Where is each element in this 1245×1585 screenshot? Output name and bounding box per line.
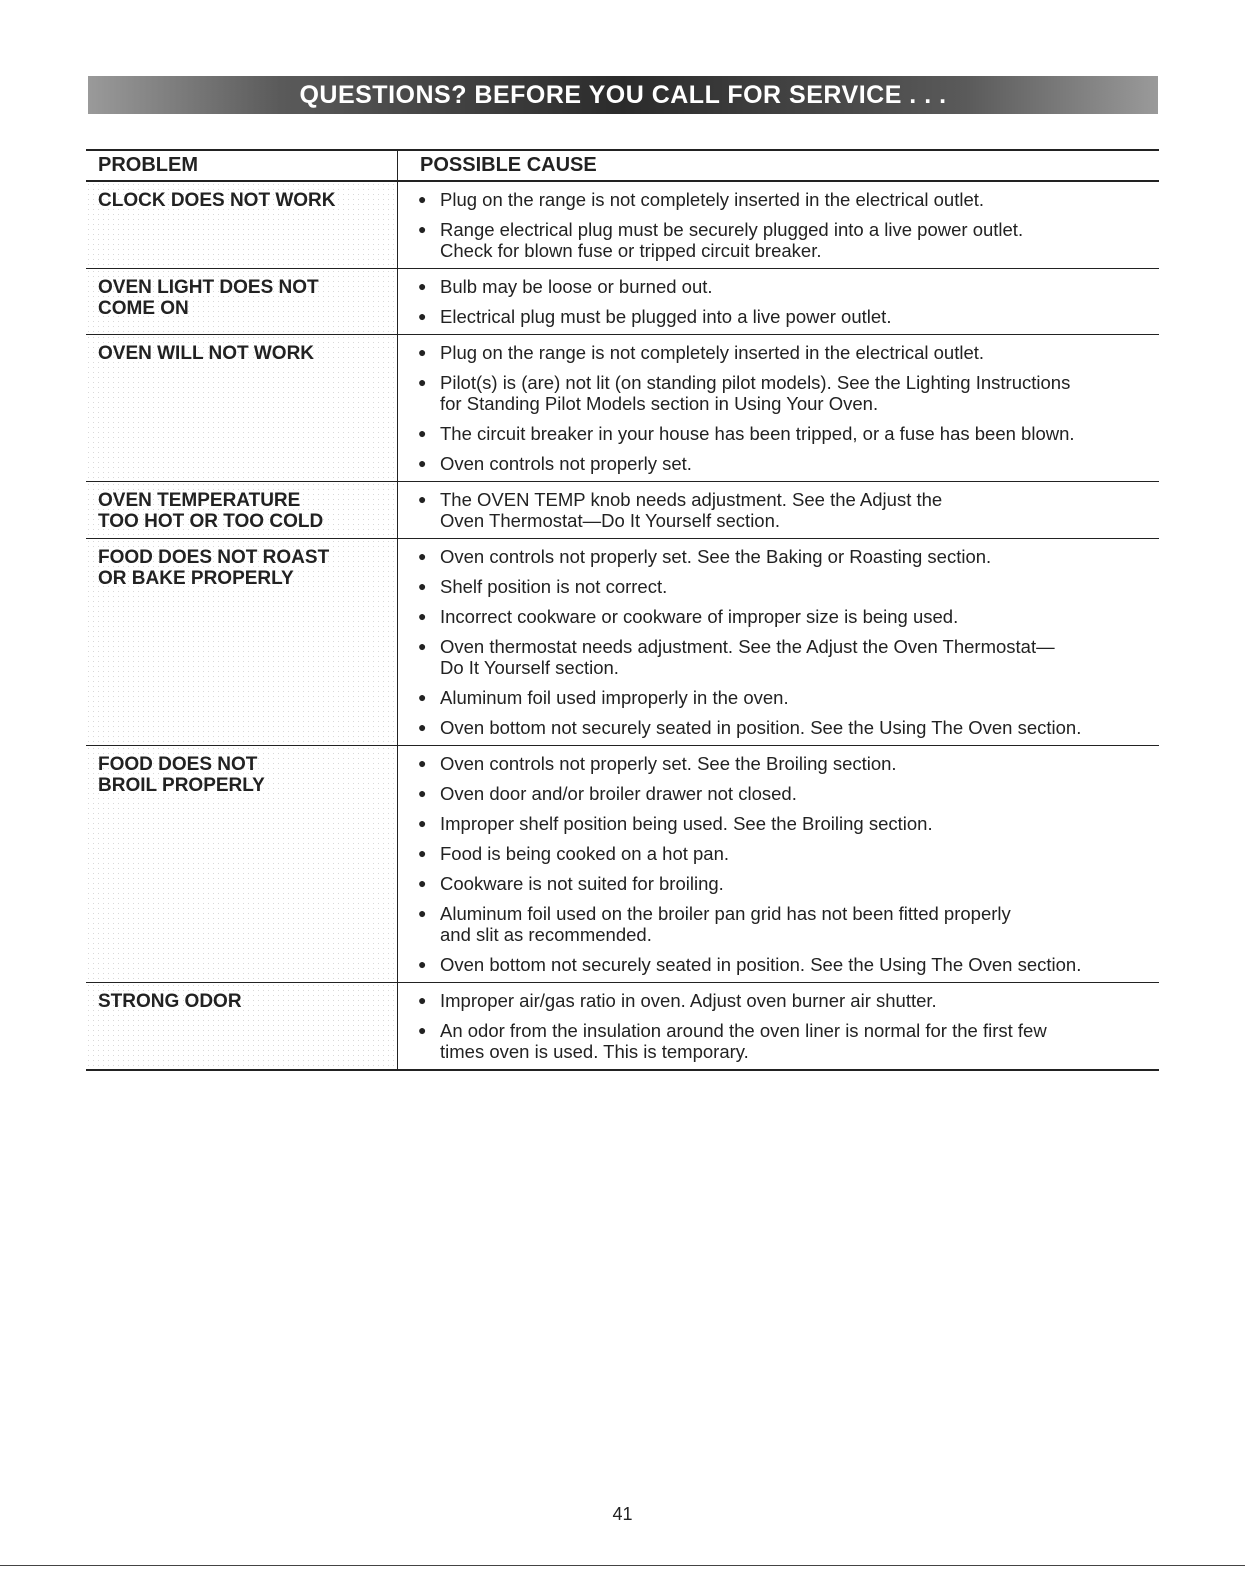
cause-line: Range electrical plug must be securely plugged into a live power outlet. bbox=[440, 219, 1024, 240]
cause-item bbox=[418, 453, 1141, 474]
problem-text: OVEN TEMPERATURE bbox=[98, 490, 301, 511]
cause-line: Electrical plug must be plugged into a live power outlet. bbox=[440, 306, 892, 327]
problem-cell bbox=[86, 746, 398, 982]
cause-text bbox=[440, 783, 1141, 804]
section-banner bbox=[88, 76, 1158, 114]
cause-line: Shelf position is not correct. bbox=[440, 576, 668, 597]
bottom-rule bbox=[0, 1565, 1245, 1566]
bullet-icon: ● bbox=[418, 308, 427, 324]
problem-cell bbox=[86, 539, 398, 745]
cause-item bbox=[418, 342, 1141, 363]
cause-line: Plug on the range is not completely inserted in the electrical outlet. bbox=[440, 342, 985, 363]
cause-text bbox=[440, 753, 1141, 774]
cause-line: Oven thermostat needs adjustment. See the Adjust the Oven Thermostat— bbox=[440, 636, 1055, 657]
cause-item bbox=[418, 306, 1141, 327]
bullet-icon: ● bbox=[418, 491, 427, 507]
cause-text bbox=[440, 813, 1141, 834]
bullet-icon: ● bbox=[418, 548, 427, 564]
cause-line: times oven is used. This is temporary. bbox=[440, 1041, 749, 1062]
problem-text: OVEN WILL NOT WORK bbox=[98, 343, 315, 364]
bullet-icon: ● bbox=[418, 1022, 427, 1038]
table-row bbox=[86, 481, 1159, 538]
cause-line: Oven controls not properly set. bbox=[440, 453, 692, 474]
cause-item bbox=[418, 717, 1141, 738]
cause-line: Oven bottom not securely seated in position. See the Using The Oven section. bbox=[440, 717, 1082, 738]
cause-text bbox=[440, 372, 1141, 414]
cause-line: Food is being cooked on a hot pan. bbox=[440, 843, 730, 864]
cause-line: Oven controls not properly set. See the Baking or Roasting section. bbox=[440, 546, 992, 567]
cause-line: Oven controls not properly set. See the Broiling section. bbox=[440, 753, 897, 774]
cause-line: Oven bottom not securely seated in position. See the Using The Oven section. bbox=[440, 954, 1082, 975]
bullet-icon: ● bbox=[418, 344, 427, 360]
table-row bbox=[86, 982, 1159, 1069]
banner-title: QUESTIONS? BEFORE YOU CALL FOR SERVICE . . . bbox=[299, 80, 947, 109]
cause-item bbox=[418, 372, 1141, 414]
cause-item bbox=[418, 219, 1141, 261]
bullet-icon: ● bbox=[418, 455, 427, 471]
cause-line: Aluminum foil used on the broiler pan grid has not been fitted properly bbox=[440, 903, 1011, 924]
table-row bbox=[86, 181, 1159, 268]
problem-text: COME ON bbox=[98, 298, 189, 319]
cause-line: and slit as recommended. bbox=[440, 924, 652, 945]
cause-line: Do It Yourself section. bbox=[440, 657, 619, 678]
table-header-row bbox=[86, 151, 1159, 181]
cause-cell bbox=[398, 482, 1159, 538]
cause-text bbox=[440, 489, 1141, 531]
cause-cell bbox=[398, 539, 1159, 745]
cause-line: The OVEN TEMP knob needs adjustment. See the Adjust the bbox=[440, 489, 943, 510]
cause-line: Oven Thermostat—Do It Yourself section. bbox=[440, 510, 781, 531]
problem-text: BROIL PROPERLY bbox=[98, 775, 265, 796]
table-row bbox=[86, 268, 1159, 334]
bullet-icon: ● bbox=[418, 905, 427, 921]
cause-text bbox=[440, 990, 1141, 1011]
cause-item bbox=[418, 636, 1141, 678]
cause-cell bbox=[398, 335, 1159, 481]
cause-line: Improper shelf position being used. See the Broiling section. bbox=[440, 813, 933, 834]
cause-line: Incorrect cookware or cookware of improper size is being used. bbox=[440, 606, 959, 627]
problem-cell bbox=[86, 983, 398, 1069]
cause-line: Plug on the range is not completely inserted in the electrical outlet. bbox=[440, 189, 985, 210]
problem-text: OVEN LIGHT DOES NOT bbox=[98, 277, 319, 298]
cause-text bbox=[440, 219, 1141, 261]
cause-text bbox=[440, 687, 1141, 708]
bullet-icon: ● bbox=[418, 221, 427, 237]
bullet-icon: ● bbox=[418, 815, 427, 831]
problem-cell bbox=[86, 269, 398, 334]
cause-text bbox=[440, 276, 1141, 297]
header-problem: PROBLEM bbox=[86, 151, 398, 180]
bullet-icon: ● bbox=[418, 785, 427, 801]
cause-item bbox=[418, 843, 1141, 864]
cause-item bbox=[418, 954, 1141, 975]
cause-text bbox=[440, 873, 1141, 894]
cause-item bbox=[418, 903, 1141, 945]
cause-line: Pilot(s) is (are) not lit (on standing pilot models). See the Lighting Instructions bbox=[440, 372, 1071, 393]
cause-text bbox=[440, 1020, 1141, 1062]
cause-line: Bulb may be loose or burned out. bbox=[440, 276, 713, 297]
problem-text: OR BAKE PROPERLY bbox=[98, 568, 294, 589]
cause-item bbox=[418, 576, 1141, 597]
cause-text bbox=[440, 606, 1141, 627]
cause-line: Oven door and/or broiler drawer not closed. bbox=[440, 783, 797, 804]
cause-item bbox=[418, 546, 1141, 567]
problem-text: STRONG ODOR bbox=[98, 991, 242, 1012]
cause-text bbox=[440, 306, 1141, 327]
cause-text bbox=[440, 843, 1141, 864]
cause-text bbox=[440, 954, 1141, 975]
bullet-icon: ● bbox=[418, 278, 427, 294]
cause-item bbox=[418, 753, 1141, 774]
table-row bbox=[86, 334, 1159, 481]
bullet-icon: ● bbox=[418, 992, 427, 1008]
cause-item bbox=[418, 687, 1141, 708]
cause-text bbox=[440, 636, 1141, 678]
cause-text bbox=[440, 189, 1141, 210]
cause-cell bbox=[398, 983, 1159, 1069]
cause-line: Improper air/gas ratio in oven. Adjust oven burner air shutter. bbox=[440, 990, 937, 1011]
bullet-icon: ● bbox=[418, 875, 427, 891]
bullet-icon: ● bbox=[418, 755, 427, 771]
cause-item bbox=[418, 606, 1141, 627]
problem-cell bbox=[86, 335, 398, 481]
cause-line: An odor from the insulation around the oven liner is normal for the first few bbox=[440, 1020, 1047, 1041]
cause-item bbox=[418, 813, 1141, 834]
cause-cell bbox=[398, 269, 1159, 334]
cause-line: Cookware is not suited for broiling. bbox=[440, 873, 724, 894]
cause-item bbox=[418, 489, 1141, 531]
cause-text bbox=[440, 423, 1141, 444]
cause-item bbox=[418, 783, 1141, 804]
cause-cell bbox=[398, 746, 1159, 982]
table-row bbox=[86, 538, 1159, 745]
table-row bbox=[86, 745, 1159, 982]
cause-item bbox=[418, 423, 1141, 444]
cause-cell bbox=[398, 182, 1159, 268]
bullet-icon: ● bbox=[418, 425, 427, 441]
cause-text bbox=[440, 453, 1141, 474]
cause-text bbox=[440, 717, 1141, 738]
problem-text: FOOD DOES NOT ROAST bbox=[98, 547, 330, 568]
cause-text bbox=[440, 903, 1141, 945]
cause-line: Aluminum foil used improperly in the oven. bbox=[440, 687, 789, 708]
problem-cell bbox=[86, 482, 398, 538]
bullet-icon: ● bbox=[418, 689, 427, 705]
bullet-icon: ● bbox=[418, 374, 427, 390]
cause-item bbox=[418, 873, 1141, 894]
cause-item bbox=[418, 189, 1141, 210]
cause-line: Check for blown fuse or tripped circuit breaker. bbox=[440, 240, 822, 261]
cause-text bbox=[440, 342, 1141, 363]
bullet-icon: ● bbox=[418, 719, 427, 735]
bullet-icon: ● bbox=[418, 191, 427, 207]
cause-item bbox=[418, 276, 1141, 297]
problem-text: TOO HOT OR TOO COLD bbox=[98, 511, 324, 532]
cause-item bbox=[418, 1020, 1141, 1062]
bullet-icon: ● bbox=[418, 608, 427, 624]
page-number: 41 bbox=[612, 1504, 633, 1524]
cause-line: for Standing Pilot Models section in Using Your Oven. bbox=[440, 393, 879, 414]
cause-line: The circuit breaker in your house has been tripped, or a fuse has been blown. bbox=[440, 423, 1075, 444]
bullet-icon: ● bbox=[418, 956, 427, 972]
cause-text bbox=[440, 576, 1141, 597]
problem-text: CLOCK DOES NOT WORK bbox=[98, 190, 336, 211]
bullet-icon: ● bbox=[418, 845, 427, 861]
header-possible-cause: POSSIBLE CAUSE bbox=[420, 154, 597, 176]
cause-item bbox=[418, 990, 1141, 1011]
cause-text bbox=[440, 546, 1141, 567]
bullet-icon: ● bbox=[418, 578, 427, 594]
bullet-icon: ● bbox=[418, 638, 427, 654]
problem-text: FOOD DOES NOT bbox=[98, 754, 258, 775]
troubleshooting-table bbox=[86, 149, 1159, 1071]
problem-cell bbox=[86, 182, 398, 268]
